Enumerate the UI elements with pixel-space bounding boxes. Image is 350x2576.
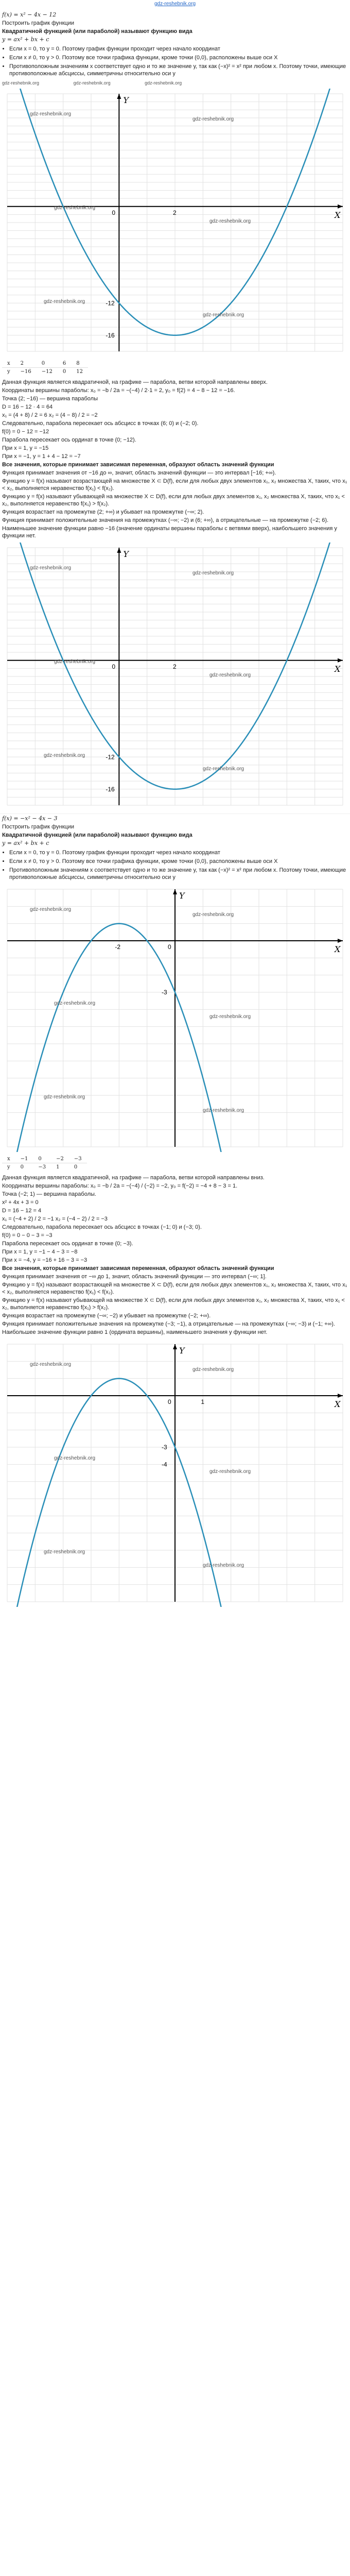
graph-watermark: gdz-reshebnik.org (30, 565, 72, 571)
table-cell: x (7, 361, 10, 366)
analysis-line: Наибольшее значение функции равно 1 (ордината вершины), наименьшего значения у функции нет. (2, 1329, 268, 1335)
tick-label: -16 (106, 785, 115, 793)
analysis-line: Функцию y = f(x) называют возрастающей на множестве X ⊂ D(f), если для любых двух элементов x₁, x₂ множества X, таких, что x₁ < x₂, выполняется неравенство f(x₁) < f(x₂). (2, 478, 347, 492)
tick-label: 0 (112, 209, 116, 216)
tick-label: 0 (168, 1398, 171, 1405)
analysis-line: Данная функция является квадратичной, на графике — парабола, ветви которой направлены вверх. (2, 379, 268, 385)
part1-task: Построить график функции (2, 20, 74, 26)
graph-watermark: gdz-reshebnik.org (30, 907, 72, 912)
table-cell: y (2, 1163, 15, 1172)
analysis-line: Функция принимает значения от −∞ до 1, значит, область значений функции — это интервал (−∞; 1]. (2, 1274, 267, 1280)
x-axis-label: X (335, 1399, 341, 1409)
table-cell: y (2, 368, 15, 376)
tick-label: 0 (112, 663, 116, 670)
x-axis-arrow (338, 658, 343, 663)
graph-watermark: gdz-reshebnik.org (192, 116, 234, 122)
part2-function: f(x) = −x² − 4x − 3 (2, 815, 58, 822)
graph-watermark: gdz-reshebnik.org (44, 1549, 85, 1555)
analysis-line: Следовательно, парабола пересекает ось абсцисс в точках (6; 0) и (−2; 0). (2, 420, 199, 427)
part1-function: f(x) = x² − 4x − 12 (2, 11, 57, 18)
graph-watermark: gdz-reshebnik.org (44, 1094, 85, 1100)
analysis-line: Парабола пересекает ось ординат в точке (0; −3). (2, 1241, 133, 1247)
table-cell: 0 (58, 368, 71, 376)
graph-watermark: gdz-reshebnik.org (192, 570, 234, 576)
graph-watermark: gdz-reshebnik.org (203, 1563, 244, 1568)
y-axis-arrow (117, 94, 121, 99)
analysis-line: Наименьшее значение функции равно −16 (значение ординаты вершины параболы с ветвями вверх), наибольшего значения у функции нет. (2, 526, 337, 539)
analysis-line: Координаты вершины параболы: x₀ = −b / 2a = −(−4) / (−2) = −2, y₀ = f(−2) = −4 + 8 − 3 = 1. (2, 1183, 238, 1189)
analysis-line: Функцию y = f(x) называют возрастающей на множестве X ⊂ D(f), если для любых двух элементов x₁, x₂ множества X, таких, что x₁ < x₂, выполняется неравенство f(x₁) < f(x₂). (2, 1282, 347, 1295)
table-cell: x (7, 1156, 10, 1162)
part1-bullet-3: • Противоположным значениям x соответствует одно и то же значение y, так как (−x)² = x² при любом x. Поэтому точки, имеющие противоположные абсциссы, симметричны относительно оси y (9, 63, 348, 77)
graph-watermark: gdz-reshebnik.org (30, 1362, 72, 1367)
table-cell: 0 (15, 1163, 33, 1172)
table-row (2, 368, 88, 376)
table-cell: 6 (62, 361, 66, 366)
part2-bullet-3: • Противоположным значениям x соответствует одно и то же значение y, так как (−x)² = x² при любом x. Поэтому точки, имеющие противоположные абсциссы, симметричны относительно оси y (9, 867, 348, 881)
graph-watermark: gdz-reshebnik.org (209, 1469, 251, 1475)
analysis-line: При x = −4, y = −16 + 16 − 3 = −3 (2, 1257, 87, 1263)
y-axis-arrow (173, 1344, 177, 1349)
analysis-line: Функцию y = f(x) называют убывающей на множестве X ⊂ D(f), если для любых двух элементов x₁, x₂ множества X, таких, что x₁ < x₂, выполняется неравенство f(x₁) > f(x₂). (2, 494, 345, 507)
part2-table (2, 1155, 87, 1171)
part1-section (0, 11, 350, 810)
graph-watermark: gdz-reshebnik.org (203, 766, 244, 772)
table-cell: 2 (20, 361, 24, 366)
part2-graph-svg (2, 884, 348, 1152)
tick-label: -4 (162, 1461, 167, 1468)
analysis-line: Функция принимает значения от −16 до ∞, значит, область значений функции — это интервал [−16; +∞). (2, 470, 276, 476)
analysis-line: x₁ = (−4 + 2) / 2 = −1 x₂ = (−4 − 2) / 2 = −3 (2, 1216, 108, 1222)
tick-label: -3 (162, 1444, 167, 1451)
analysis-line: Функция принимает положительные значения на промежутке (−3; −1), а отрицательные — на промежутках (−∞; −3) и (−1; +∞). (2, 1321, 335, 1327)
analysis-line: f(0) = 0 − 0 − 3 = −3 (2, 1232, 52, 1239)
part1-bullet-1: • Если x = 0, то y = 0. Поэтому график функции проходит через начало координат (9, 45, 348, 53)
table-cell: 12 (71, 368, 88, 376)
table-cell: −3 (33, 1163, 51, 1172)
analysis-line: Данная функция является квадратичной, на графике — парабола, ветви которой направлены вниз. (2, 1175, 265, 1181)
part1-table (2, 360, 88, 376)
site-header-link[interactable]: gdz-reshebnik.org (154, 1, 196, 7)
part1-def-text: Квадратичной функцией (или параболой) называют функцию вида (2, 28, 192, 35)
x-axis-label: X (335, 944, 341, 954)
graph-watermark: gdz-reshebnik.org (54, 1455, 96, 1461)
table-cell: 0 (41, 361, 45, 366)
analysis-line: f(0) = 0 − 12 = −12 (2, 429, 49, 435)
part1-analysis (2, 379, 348, 539)
part2-bullet-2: • Если x ≠ 0, то y > 0. Поэтому все точки графика функции, кроме точки (0,0), расположены выше оси X (9, 858, 348, 865)
tick-label: 0 (168, 943, 171, 951)
part2-graph-extra (2, 1339, 348, 1607)
analysis-line: Следовательно, парабола пересекает ось абсцисс в точках (−1; 0) и (−3; 0). (2, 1224, 202, 1230)
graph-watermark: gdz-reshebnik.org (209, 1014, 251, 1020)
graph-watermark: gdz-reshebnik.org (203, 1108, 244, 1113)
table-cell: 8 (76, 361, 80, 366)
tick-label: -3 (162, 989, 167, 996)
x-axis-arrow (338, 205, 343, 209)
graph-watermark: gdz-reshebnik.org (54, 1001, 96, 1006)
x-axis-arrow (338, 1394, 343, 1398)
part2-section (0, 814, 350, 1607)
analysis-line: Функция возрастает на промежутке (2; +∞) и убывает на промежутке (−∞; 2). (2, 509, 204, 515)
part1-definition (2, 28, 348, 35)
part1-bullet-2: • Если x ≠ 0, то y > 0. Поэтому все точки графика функции, кроме точки (0,0), расположены выше оси X (9, 54, 348, 61)
table-cell: 0 (69, 1163, 87, 1172)
watermark: gdz-reshebnik.org (73, 80, 111, 86)
table-row (2, 1155, 87, 1163)
tick-label: -2 (115, 943, 121, 951)
part1-def-formula: y = ax² + bx + c (2, 36, 49, 43)
y-axis-arrow (117, 548, 121, 553)
table-cell: 1 (51, 1163, 69, 1172)
part1-graph-extra (2, 543, 348, 810)
analysis-line: D = 16 − 12 · 4 = 64 (2, 404, 53, 410)
part2-def-text: Квадратичной функцией (или параболой) называют функцию вида (2, 832, 192, 838)
part1-graph (2, 89, 348, 357)
analysis-line: Координаты вершины параболы: x₀ = −b / 2a = −(−4) / 2·1 = 2, y₀ = f(2) = 4 − 8 − 12 = −16. (2, 387, 235, 394)
y-axis-label: Y (179, 891, 185, 901)
table-cell: −3 (74, 1156, 82, 1162)
table-cell: −1 (20, 1156, 28, 1162)
graph-watermark: gdz-reshebnik.org (30, 111, 72, 117)
graph-watermark: gdz-reshebnik.org (192, 912, 234, 918)
part1-graph-svg (2, 89, 348, 357)
analysis-line: Функция возрастает на промежутке (−∞; −2) и убывает на промежутке (−2; +∞). (2, 1313, 211, 1319)
analysis-line: Функцию y = f(x) называют убывающей на множестве X ⊂ D(f), если для любых двух элементов x₁, x₂ множества X, таких, что x₁ < x₂, выполняется неравенство f(x₁) > f(x₂). (2, 1297, 345, 1311)
graph-watermark: gdz-reshebnik.org (209, 672, 251, 678)
graph-watermark: gdz-reshebnik.org (54, 205, 96, 211)
x-axis-arrow (338, 939, 343, 943)
tick-label: 2 (173, 209, 177, 216)
analysis-line: Точка (2; −16) — вершина параболы (2, 396, 98, 402)
part1-graph-extra-svg (2, 543, 348, 810)
table-cell: −16 (15, 368, 37, 376)
graph-watermark: gdz-reshebnik.org (44, 299, 85, 304)
tick-label: -16 (106, 331, 115, 339)
x-axis-label: X (335, 210, 341, 220)
table-cell: 0 (38, 1156, 42, 1162)
part2-def-formula: y = ax² + bx + c (2, 840, 49, 846)
analysis-line: Парабола пересекает ось ординат в точке (0; −12). (2, 437, 136, 443)
y-axis-label: Y (123, 95, 129, 105)
graph-watermark: gdz-reshebnik.org (203, 312, 244, 318)
tick-label: -12 (106, 299, 115, 307)
analysis-line: При x = −1, y = 1 + 4 − 12 = −7 (2, 453, 81, 460)
part2-graph (2, 884, 348, 1152)
y-axis-label: Y (123, 549, 129, 559)
part2-bullet-1: • Если x = 0, то y = 0. Поэтому график функции проходит через начало координат (9, 849, 348, 856)
watermark: gdz-reshebnik.org (145, 80, 182, 86)
graph-watermark: gdz-reshebnik.org (192, 1367, 234, 1372)
tick-label: -12 (106, 753, 115, 761)
tick-label: 1 (201, 1398, 205, 1405)
y-axis-label: Y (179, 1346, 185, 1355)
watermark-row (2, 80, 348, 86)
table-row (2, 1163, 87, 1172)
table-row (2, 360, 88, 368)
tick-label: 2 (173, 663, 177, 670)
analysis-line: x² + 4x + 3 = 0 (2, 1199, 39, 1206)
analysis-line: x₁ = (4 + 8) / 2 = 6 x₂ = (4 − 8) / 2 = −2 (2, 412, 98, 418)
analysis-line: При x = 1, y = −15 (2, 445, 49, 451)
table-cell: −12 (37, 368, 58, 376)
part2-analysis (2, 1174, 348, 1336)
part1-bullets (2, 45, 348, 77)
y-axis-arrow (173, 889, 177, 894)
analysis-line: Все значения, которые принимает зависимая переменная, образуют область значений функции (2, 1265, 274, 1272)
analysis-line: Функция принимает положительные значения на промежутках (−∞; −2) и (6; +∞), а отрицательные — на промежутке (−2; 6). (2, 517, 329, 523)
table-cell: −2 (56, 1156, 64, 1162)
part2-bullets (2, 849, 348, 881)
watermark: gdz-reshebnik.org (2, 80, 40, 86)
graph-watermark: gdz-reshebnik.org (209, 218, 251, 224)
analysis-line: Все значения, которые принимает зависимая переменная, образуют область значений функции (2, 462, 274, 468)
graph-watermark: gdz-reshebnik.org (54, 659, 96, 665)
x-axis-label: X (335, 664, 341, 674)
analysis-line: Точка (−2; 1) — вершина параболы. (2, 1191, 96, 1197)
part2-task: Построить график функции (2, 824, 74, 830)
part2-graph-extra-svg (2, 1339, 348, 1607)
part2-definition (2, 832, 348, 839)
graph-watermark: gdz-reshebnik.org (44, 753, 85, 758)
analysis-line: При x = 1, y = −1 − 4 − 3 = −8 (2, 1249, 78, 1255)
analysis-line: D = 16 − 12 = 4 (2, 1208, 42, 1214)
